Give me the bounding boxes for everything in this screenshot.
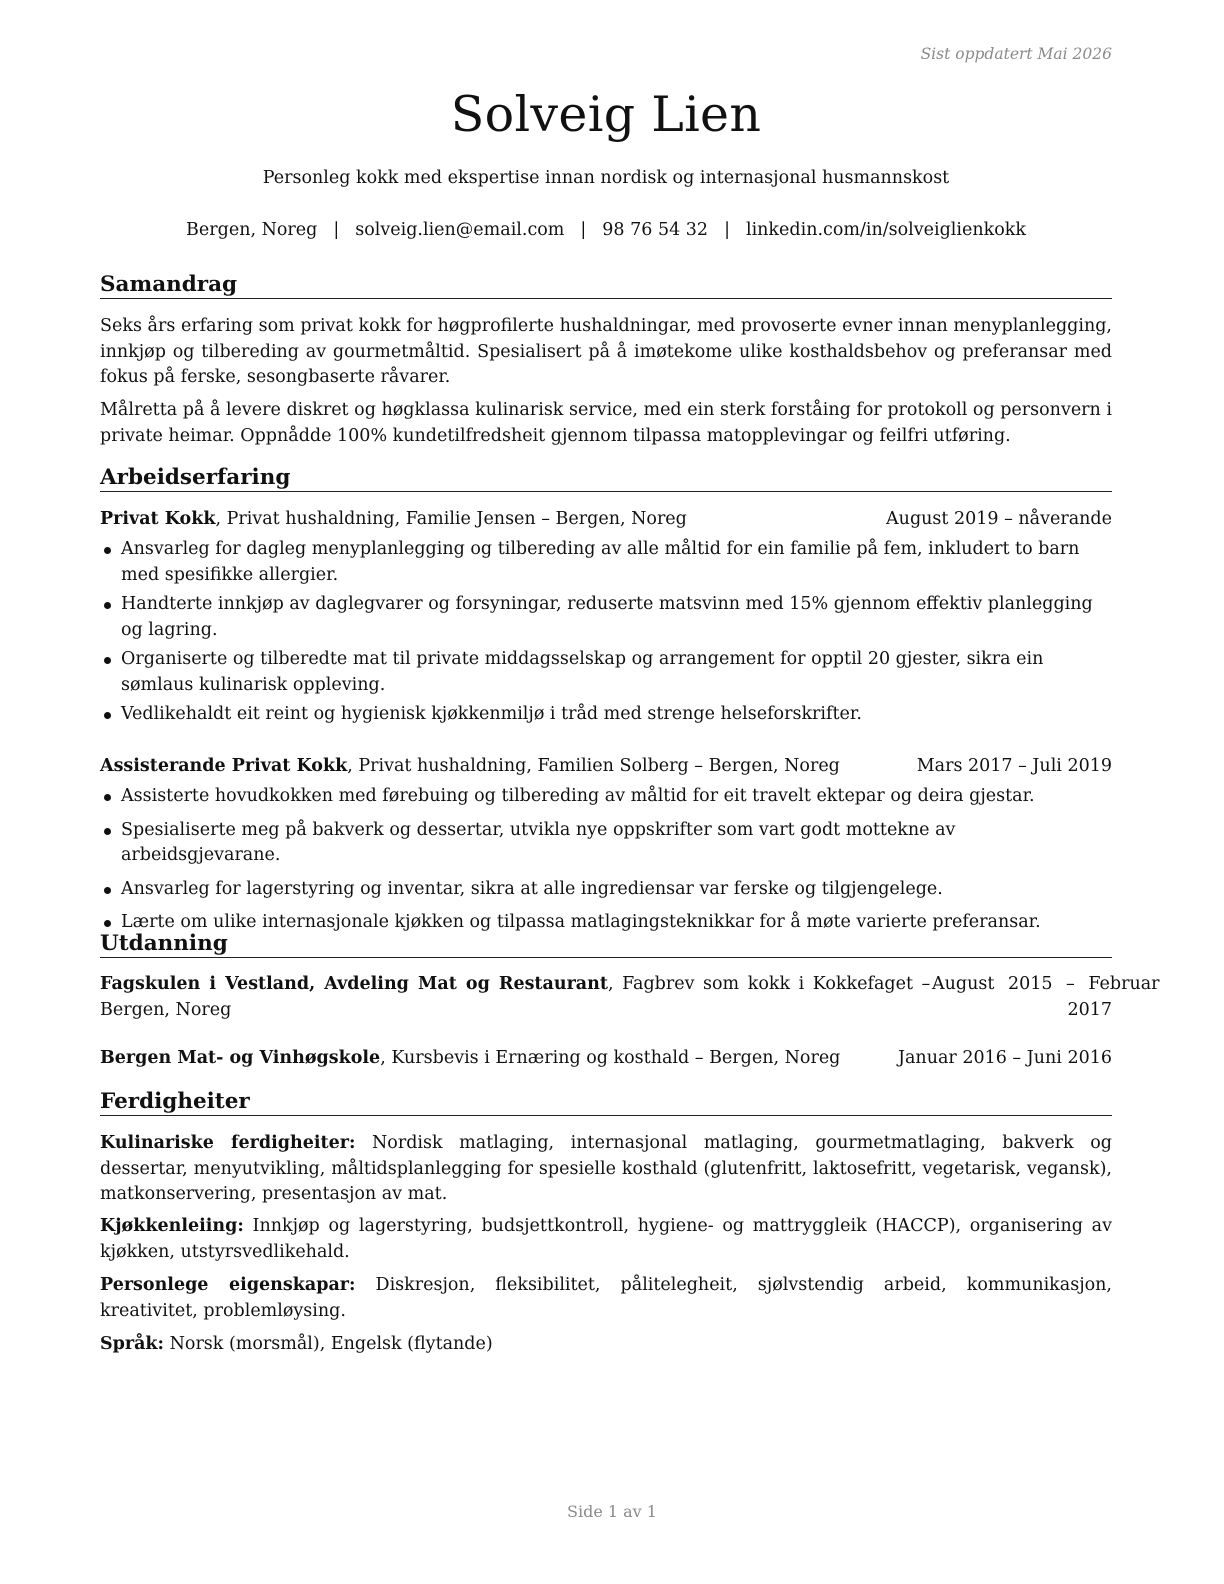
- last-updated: Sist oppdatert Mai 2026: [920, 45, 1112, 63]
- skill-text: Norsk (morsmål), Engelsk (flytande): [164, 1334, 493, 1354]
- contact-email[interactable]: solveig.lien@email.com: [355, 220, 565, 240]
- job-bullet: Lærte om ulike internasjonale kjøkken og tilpassa matlagingsteknikkar for å møte varierte preferansar.: [100, 910, 1112, 936]
- summary-heading: Samandrag: [100, 271, 1112, 299]
- skill-item: [100, 1214, 1112, 1265]
- education-details: , Kursbevis i Ernæring og kosthald – Bergen, Noreg: [380, 1048, 841, 1068]
- education-item: [100, 972, 1160, 1024]
- summary-paragraph-1: Seks års erfaring som privat kokk for høgprofilerte hushaldningar, med provoserte evner innan menyplanlegging, innkjøp og tilbereding av gourmetmåltid. Spesialisert på å imøtekome ulike kosthaldsbehov og preferansar med fokus på ferske, sesongbaserte råvarer.: [100, 316, 1112, 387]
- contact-linkedin[interactable]: linkedin.com/in/solveiglienkokk: [745, 220, 1026, 240]
- job-details: , Privat hushaldning, Familien Solberg – Bergen, Noreg: [347, 756, 840, 776]
- education-details: , Fagbrev som kokk i Kokkefaget –: [607, 974, 931, 994]
- education-dates: August 2015 – Februar: [932, 974, 1160, 994]
- contact-separator: |: [724, 220, 730, 240]
- education-left: [100, 972, 931, 1023]
- job-bullet: Handterte innkjøp av daglegvarer og forsyningar, reduserte matsvinn med 15% gjennom effektiv planlegging og lagring.: [100, 592, 1112, 643]
- skill-label: Kulinariske ferdigheiter:: [100, 1133, 356, 1153]
- headline: Personleg kokk med ekspertise innan nordisk og internasjonal husmannskost: [262, 168, 950, 188]
- skill-item: [100, 1273, 1112, 1324]
- skill-label: Språk:: [100, 1334, 165, 1354]
- contact-location: Bergen, Noreg: [186, 220, 318, 240]
- contact-separator: |: [580, 220, 587, 240]
- job-bullet: Ansvarleg for dagleg menyplanlegging og tilbereding av alle måltid for ein familie på fem, inkludert to barn med spesifikke allergier.: [100, 537, 1112, 588]
- job-bullet: Organiserte og tilberedte mat til private middagsselskap og arrangement for opptil 20 gjester, sikra ein sømlaus kulinarisk oppleving.: [100, 647, 1112, 698]
- contact-phone: 98 76 54 32: [602, 220, 709, 240]
- skill-text: Nordisk matlaging, internasjonal matlaging, gourmetmatlaging, bakverk og dessertar, menyutvikling, måltidsplanlegging for spesielle kosthald (glutenfritt, laktosefritt, vegetarisk, vegansk), matkonservering, presentasjon av mat.: [100, 1133, 1112, 1204]
- job-bullets: [100, 537, 1112, 732]
- job-bullet: Assisterte hovudkokken med førebuing og tilbereding av måltid for eit travelt ektepar og deira gjestar.: [100, 784, 1112, 810]
- education-right: [932, 972, 1160, 1023]
- skill-text: Innkjøp og lagerstyring, budsjettkontroll, hygiene- og mattryggleik (HACCP), organisering av kjøkken, utstyrsvedlikehald.: [100, 1216, 1112, 1262]
- contact-line: [100, 220, 1112, 240]
- job-role: Privat Kokk: [100, 509, 216, 529]
- education-school: Fagskulen i Vestland, Avdeling Mat og Restaurant: [100, 974, 608, 994]
- person-name: Solveig Lien: [450, 86, 762, 143]
- job-bullet: Spesialiserte meg på bakverk og dessertar, utvikla nye oppskrifter som vart godt mottekne av arbeidsgjevarane.: [100, 818, 1112, 869]
- education-location: Bergen, Noreg: [100, 999, 232, 1020]
- job-bullet: Ansvarleg for lagerstyring og inventar, sikra at alle ingrediensar var ferske og tilgjengelege.: [100, 877, 1112, 903]
- job-bullets: [100, 784, 1112, 944]
- job-header: [100, 507, 1112, 532]
- education-heading: Utdanning: [100, 930, 1112, 958]
- page-number: Side 1 av 1: [567, 1502, 657, 1521]
- experience-heading: Arbeidserfaring: [100, 464, 1112, 492]
- education-item: [100, 1046, 1112, 1072]
- job-bullet: Vedlikehaldt eit reint og hygienisk kjøkkenmiljø i tråd med strenge helseforskrifter.: [100, 702, 1112, 728]
- skill-label: Personlege eigenskapar:: [100, 1275, 356, 1295]
- job-dates: August 2019 – nåverande: [886, 509, 1112, 529]
- job-header: [100, 754, 1112, 779]
- skill-item: [100, 1332, 1112, 1358]
- skill-item: [100, 1131, 1112, 1208]
- education-left: [100, 1046, 840, 1072]
- job-dates: Mars 2017 – Juli 2019: [916, 756, 1112, 776]
- education-dates: Januar 2016 – Juni 2016: [897, 1048, 1112, 1068]
- contact-separator: |: [333, 220, 340, 240]
- job-role: Assisterande Privat Kokk: [100, 756, 348, 776]
- skill-text: Diskresjon, fleksibilitet, pålitelegheit, sjølvstendig arbeid, kommunikasjon, kreativitet, problemløysing.: [100, 1275, 1112, 1321]
- skills-heading: Ferdigheiter: [100, 1088, 1112, 1116]
- education-school: Bergen Mat- og Vinhøgskole: [100, 1048, 381, 1068]
- education-dates-end: 2017: [1067, 999, 1112, 1020]
- job-details: , Privat hushaldning, Familie Jensen – Bergen, Noreg: [215, 509, 687, 529]
- skill-label: Kjøkkenleiing:: [100, 1216, 244, 1236]
- summary-paragraph-2: Målretta på å levere diskret og høgklassa kulinarisk service, med ein sterk forståing for protokoll og personvern i private heimar. Oppnådde 100% kundetilfredsheit gjennom tilpassa matopplevingar og feilfri utføring.: [100, 400, 1112, 446]
